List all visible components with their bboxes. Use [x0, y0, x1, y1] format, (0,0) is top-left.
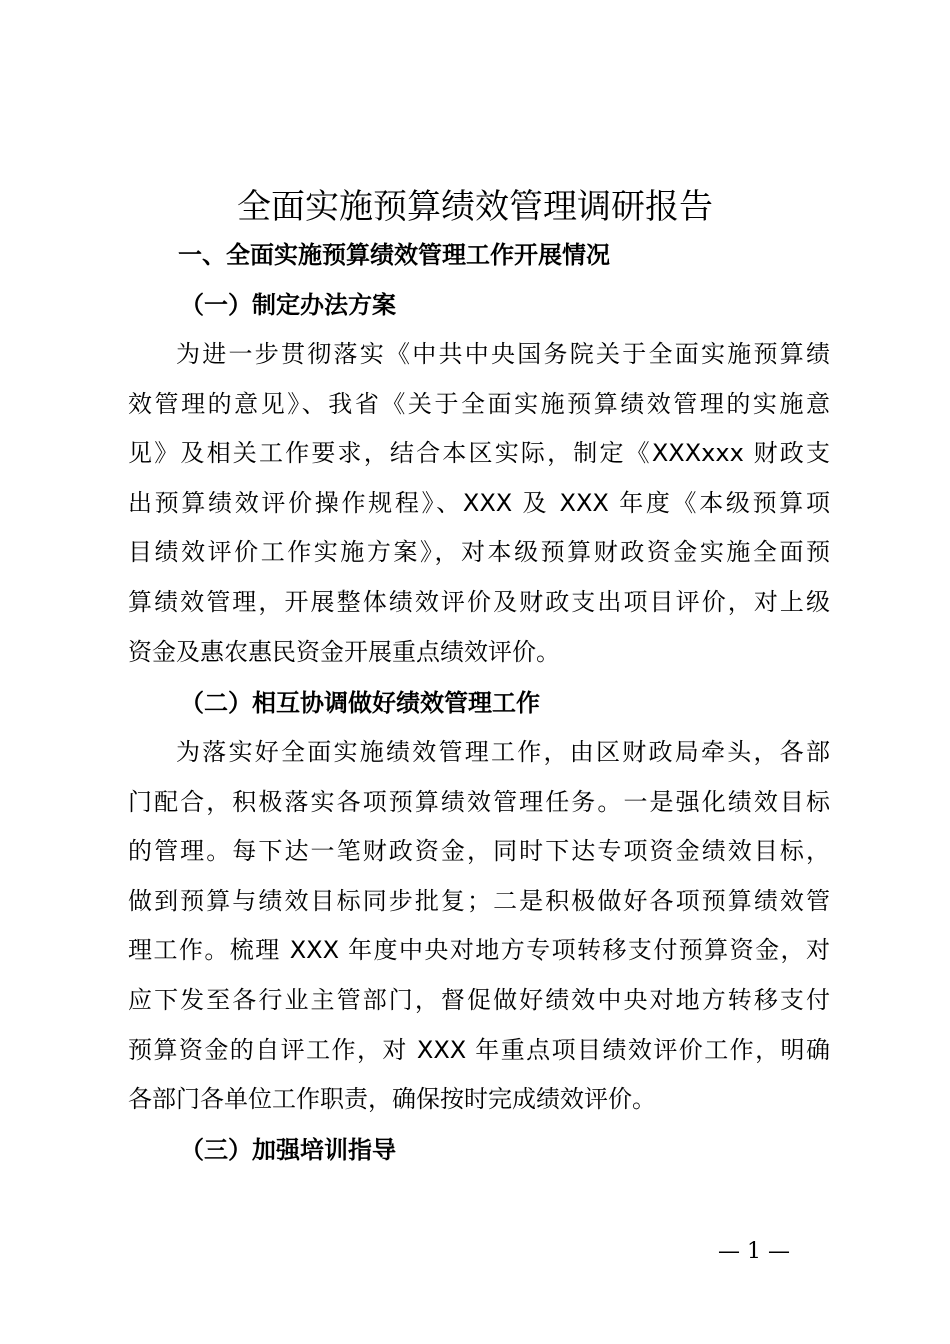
paragraph-2: [128, 728, 830, 1125]
paragraph-line: 预算资金的自评工作，对 XXX 年重点项目绩效评价工作，明确: [128, 1035, 830, 1064]
page-number: — 1 —: [718, 1239, 790, 1264]
paragraph-line: 为进一步贯彻落实《中共中央国务院关于全面实施预算绩: [176, 340, 830, 368]
document-title: 全面实施预算绩效管理调研报告: [237, 187, 713, 227]
paragraph-line: 的管理。每下达一笔财政资金，同时下达专项资金绩效目标，: [128, 837, 830, 866]
paragraph-line: 效管理的意见》、我省《关于全面实施预算绩效管理的实施意: [128, 389, 830, 418]
subsection-heading-1: （一）制定办法方案: [180, 291, 396, 319]
section-heading-1: 一、全面实施预算绩效管理工作开展情况: [178, 241, 610, 269]
paragraph-line: 各部门各单位工作职责，确保按时完成绩效评价。: [128, 1085, 656, 1114]
paragraph-line: 应下发至各行业主管部门，督促做好绩效中央对地方转移支付: [128, 985, 830, 1014]
paragraph-line: 算绩效管理，开展整体绩效评价及财政支出项目评价，对上级: [128, 587, 830, 616]
paragraph-line: 为落实好全面实施绩效管理工作，由区财政局牵头，各部: [176, 738, 830, 766]
subsection-heading-2: （二）相互协调做好绩效管理工作: [180, 689, 540, 717]
subsection-heading-3: （三）加强培训指导: [180, 1136, 396, 1164]
paragraph-1: [128, 330, 830, 677]
paragraph-line: 理工作。梳理 XXX 年度中央对地方专项转移支付预算资金，对: [128, 936, 830, 965]
paragraph-line: 出预算绩效评价操作规程》、XXX 及 XXX 年度《本级预算项: [128, 488, 830, 517]
paragraph-line: 做到预算与绩效目标同步批复；二是积极做好各项预算绩效管: [128, 886, 830, 915]
paragraph-line: 资金及惠农惠民资金开展重点绩效评价。: [128, 637, 560, 666]
paragraph-line: 目绩效评价工作实施方案》，对本级预算财政资金实施全面预: [128, 538, 830, 567]
paragraph-line: 见》及相关工作要求，结合本区实际，制定《XXXxxx 财政支: [128, 439, 830, 468]
paragraph-line: 门配合，积极落实各项预算绩效管理任务。一是强化绩效目标: [128, 787, 830, 816]
